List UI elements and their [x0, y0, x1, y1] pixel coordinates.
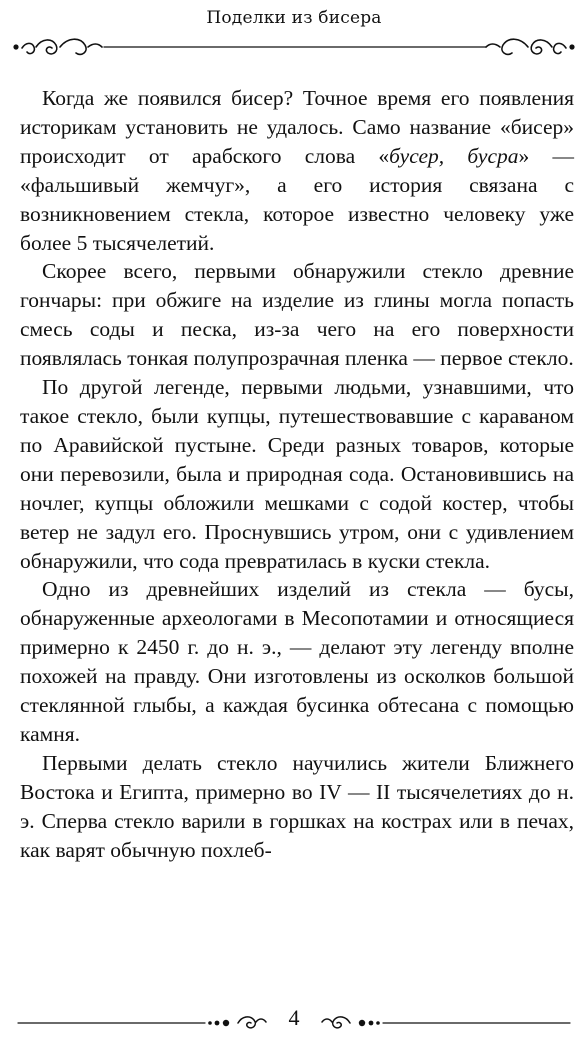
paragraph-text: Когда же появился бисер? Точное время его появления историкам установить не удалось. Само название «бисер» происходит от арабского слова « [20, 86, 574, 168]
page-number: 4 [288, 1005, 300, 1030]
paragraph-text-continued: » — «фальшивый жемчуг», а его история связана с возникновением стекла, которое известно человеку уже более 5 тысячелетий. [20, 143, 574, 255]
italic-term: бусер, бусра [389, 143, 519, 168]
paragraph: Скорее всего, первыми обнаружили стекло древние гончары: при обжиге на изделие из глины могла попасть смесь соды и песка, из-за чего на его поверхности появлялась тонкая полупрозрачная пленка — первое стекло. [20, 259, 574, 371]
paragraph: По другой легенде, первыми людьми, узнавшими, что такое стекло, были купцы, путешествовавшие с караваном по Аравийской пустыне. Среди разных товаров, которые они перевозили, была и природная сода. Остановившись на ночлег, купцы обложили мешками с содой костер, чтобы ветер не задул его. Проснувшись утром, они с удивлением обнаружили, что сода превратилась в куски стекла. [20, 375, 574, 573]
paragraph: Одно из древнейших изделий из стекла — бусы, обнаруженные археологами в Месопотамии и относящиеся примерно к 2450 г. до н. э., — делают эту легенду вполне похожей на правду. Они изготовлены из осколков большой стеклянной глыбы, а каждая бусинка обтесана с помощью камня. [20, 577, 574, 746]
paragraph [20, 84, 574, 257]
header-flourish-icon [0, 32, 588, 62]
paragraph: Первыми делать стекло научились жители Ближнего Востока и Египта, примерно во IV — II тысячелетиях до н. э. Сперва стекло варили в горшках на кострах или в печах, как варят обычную похлеб- [20, 750, 574, 862]
body-text [20, 84, 574, 864]
running-head-title: Поделки из бисера [206, 8, 382, 28]
